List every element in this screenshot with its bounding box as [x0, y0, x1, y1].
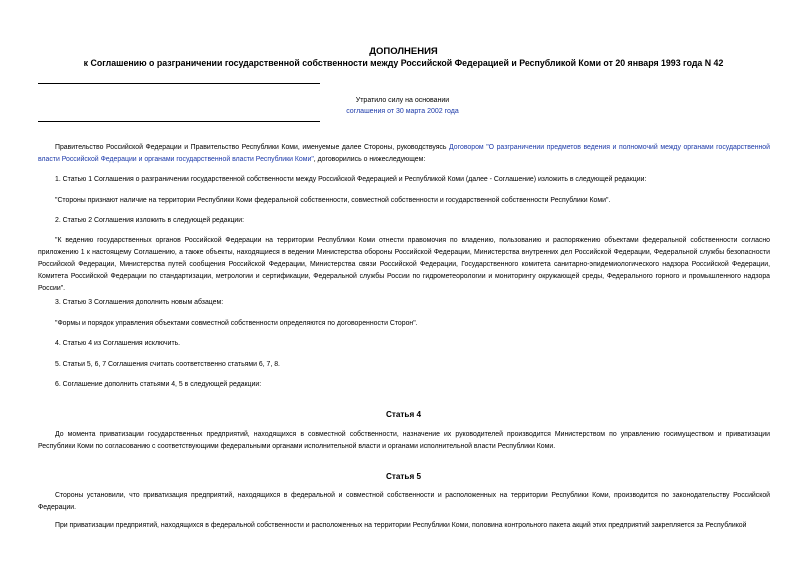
article-4-text: До момента приватизации государственных предприятий, находящихся в совместной собственности, назначение их руководителей производится Министерством по управлению госимуществом и приватизации Республики Коми по согласованию с соответствующими федеральными органами исполнительной власти и органами исполнительной власти Республики Коми. — [38, 431, 770, 450]
item-2: 2. Статью 2 Соглашения изложить в следующей редакции: — [55, 217, 245, 224]
repeal-agreement-link[interactable]: соглашения от 30 марта 2002 года — [346, 108, 459, 115]
treaty-link[interactable]: Договором "О разграничении предметов ведения и полномочий между органами государственной власти Российской Федерации и органами государственной власти Республики Коми" — [38, 144, 770, 163]
item-5: 5. Статьи 5, 6, 7 Соглашения считать соответственно статьями 6, 7, 8. — [55, 361, 280, 368]
preamble-text: Правительство Российской Федерации и Правительство Республики Коми, именуемые далее Стороны, руководствуясь — [55, 144, 450, 151]
article-4-heading: Статья 4 — [385, 410, 422, 419]
item-3-quote: "Формы и порядок управления объектами совместной собственности определяются по договоренности Сторон". — [55, 320, 418, 327]
document-subtitle: к Соглашению о разграничении государственной собственности между Российской Федерацией и Республикой Коми от 20 января 1993 года N 42 — [83, 58, 724, 68]
repeal-notice: Утратило силу на основании — [355, 97, 450, 104]
article-5-text-1: Стороны установили, что приватизация предприятий, находящихся в федеральной и совместной собственности и расположенных на территории Республики Коми, производится по законодательству Российской Федерации. — [38, 492, 770, 511]
article-5-heading: Статья 5 — [385, 472, 422, 481]
item-3: 3. Статью 3 Соглашения дополнить новым абзацем: — [55, 299, 224, 306]
article-5-text-2: При приватизации предприятий, находящихся в федеральной собственности и расположенных на территории Республики Коми, половина контрольного пакета акций этих предприятий закрепляется за Республикой — [55, 522, 747, 529]
divider-top — [38, 83, 320, 84]
item-6: 6. Соглашение дополнить статьями 4, 5 в следующей редакции: — [55, 381, 262, 388]
preamble-text-end: , договорились о нижеследующем: — [313, 156, 426, 163]
preamble-paragraph — [38, 142, 770, 166]
repeal-notice-link-wrap — [330, 106, 475, 117]
document-title: ДОПОЛНЕНИЯ — [369, 46, 438, 57]
item-2-quote: "К ведению государственных органов Российской Федерации на территории Республики Коми отнести правомочия по владению, пользованию и распоряжению объектами федеральной собственности согласно приложению 1 к настоящему Соглашению, а также объекты, находящиеся в ведении Министерства обороны Российской Федерации, Министерства внутренних дел Российской Федерации, Федеральной службы безопасности Российской Федерации, Министерства путей сообщения Российской Федерации, Министерства связи Российской Федерации, Государственного комитета санитарно-эпидемиологического надзора Российской Федерации, Комитета Российской Федерации по стандартизации, метрологии и сертификации, Федеральной службы России по гидрометеорологии и мониторингу окружающей среды, Федерального горного и промышленного надзора России". — [38, 237, 770, 292]
item-1: 1. Статью 1 Соглашения о разграничении государственной собственности между Российской Федерацией и Республикой Коми (далее - Соглашение) изложить в следующей редакции: — [55, 176, 647, 183]
item-1-quote: "Стороны признают наличие на территории Республики Коми федеральной собственности, совместной собственности и государственной собственности Республики Коми". — [55, 197, 611, 204]
divider-bottom — [38, 121, 320, 122]
item-4: 4. Статью 4 из Соглашения исключить. — [55, 340, 181, 347]
